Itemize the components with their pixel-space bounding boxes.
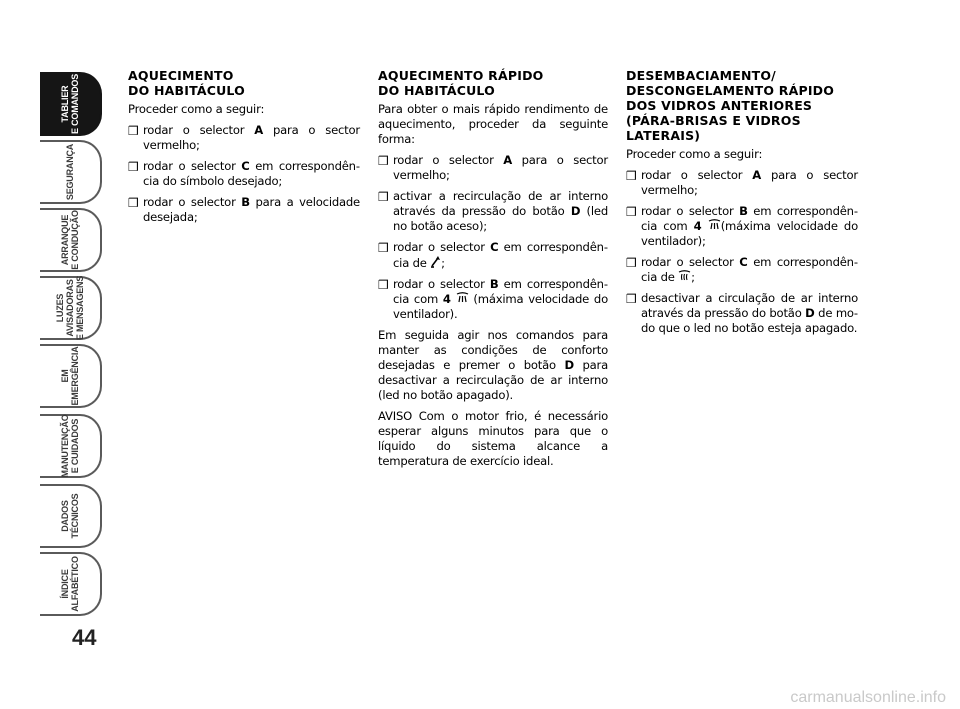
tab-label: SEGURANÇA bbox=[65, 143, 75, 201]
text-run: desactivar a circulação de ar interno através da pressão do botão bbox=[641, 291, 858, 320]
control-label: A bbox=[503, 153, 513, 167]
text-run: (máxima velocidade do ventilador); bbox=[641, 219, 858, 248]
text-run: rodar o selector bbox=[641, 168, 753, 182]
tab-label: TABLIER E COMANDOS bbox=[60, 73, 80, 135]
control-label: 4 bbox=[693, 219, 702, 233]
control-label: B bbox=[241, 195, 250, 209]
text-run: para desactivar a recirculação de ar interno (led no botão apagado). bbox=[378, 358, 608, 402]
list-item bbox=[378, 153, 608, 183]
column-fast-heating bbox=[378, 68, 608, 475]
feet-defrost-icon bbox=[430, 256, 441, 270]
tab-label: ARRANQUE E CONDUÇÃO bbox=[60, 210, 80, 270]
tab-indice-alfabetico[interactable] bbox=[40, 552, 102, 616]
text-run: rodar o selector bbox=[143, 123, 255, 137]
tab-manutencao-e-cuidados[interactable] bbox=[40, 414, 102, 478]
list-item bbox=[626, 291, 858, 336]
control-label: D bbox=[564, 358, 574, 372]
checkbox-bullet-icon: ❒ bbox=[128, 160, 139, 174]
tab-label: DADOS TÉCNICOS bbox=[60, 493, 80, 539]
fan-speed-icon bbox=[708, 219, 721, 233]
text-run: (led no botão aceso); bbox=[393, 204, 608, 233]
text-run: Em seguida agir nos comandos para manter as condições de conforto desejadas e premer o botão bbox=[378, 328, 608, 372]
text-run: rodar o selector bbox=[143, 159, 242, 173]
column-heating bbox=[128, 68, 360, 231]
section-heading: AQUECIMENTO DO HABITÁCULO bbox=[128, 68, 245, 98]
checkbox-bullet-icon: ❒ bbox=[128, 196, 139, 210]
list-item bbox=[128, 123, 360, 153]
text-run: para o sector vermelho; bbox=[393, 153, 608, 182]
checkbox-bullet-icon: ❒ bbox=[626, 292, 637, 306]
control-label: C bbox=[739, 255, 748, 269]
tab-em-emergencia[interactable] bbox=[40, 344, 102, 408]
control-label: A bbox=[752, 168, 762, 182]
text-run: rodar o selector bbox=[393, 153, 504, 167]
checkbox-bullet-icon: ❒ bbox=[128, 124, 139, 138]
list-item bbox=[378, 240, 608, 271]
control-label: C bbox=[490, 240, 499, 254]
intro-text: Proceder como a seguir: bbox=[626, 147, 763, 161]
tab-label: ÍNDICE ALFABÉTICO bbox=[60, 556, 80, 612]
text-run: em correspondência com bbox=[393, 277, 608, 306]
text-run: AVISO Com o motor frio, é necessário esperar alguns minutos para que o líquido do sistema alcance a temperatura de exercício ideal. bbox=[378, 409, 608, 468]
list-item bbox=[626, 255, 858, 285]
windscreen-defrost-icon bbox=[678, 270, 691, 284]
tab-tablier-e-comandos[interactable] bbox=[40, 72, 102, 136]
tab-luzes-avisadoras[interactable] bbox=[40, 276, 102, 340]
checkbox-bullet-icon: ❒ bbox=[378, 241, 389, 255]
intro-text: Para obter o mais rápido rendimento de aquecimento, proceder da seguinte forma: bbox=[378, 102, 608, 146]
list-item bbox=[128, 159, 360, 189]
text-run: activar a recirculação de ar interno através da pressão do botão bbox=[393, 189, 608, 218]
control-label: B bbox=[489, 277, 499, 291]
tab-label: MANUTENÇÃO E CUIDADOS bbox=[60, 414, 80, 478]
list-item bbox=[626, 204, 858, 249]
text-run: para a velocidade desejada; bbox=[143, 195, 360, 224]
list-item bbox=[626, 168, 858, 198]
text-run: para o sector vermelho; bbox=[641, 168, 858, 197]
fan-speed-icon bbox=[456, 292, 469, 306]
control-label: 4 bbox=[442, 292, 451, 306]
control-label: B bbox=[739, 204, 748, 218]
checkbox-bullet-icon: ❒ bbox=[626, 169, 637, 183]
intro-text: Proceder como a seguir: bbox=[128, 102, 265, 116]
list-item bbox=[128, 195, 360, 225]
tab-arranque-e-conducao[interactable] bbox=[40, 208, 102, 272]
checkbox-bullet-icon: ❒ bbox=[378, 278, 389, 292]
follow-up-paragraphs bbox=[378, 328, 608, 469]
text-run: rodar o selector bbox=[641, 204, 740, 218]
section-heading: AQUECIMENTO RÁPIDO DO HABITÁCULO bbox=[378, 68, 544, 98]
text-run: de modo que o led no botão esteja apagado. bbox=[641, 306, 858, 335]
section-heading: DESEMBACIAMENTO/ DESCONGELAMENTO RÁPIDO DOS VIDROS ANTERIORES (PÁRA-BRISAS E VIDROS LATERAIS) bbox=[626, 68, 835, 143]
list-item bbox=[378, 189, 608, 234]
instruction-list bbox=[128, 123, 360, 225]
text-run: rodar o selector bbox=[393, 277, 490, 291]
text-run: ; bbox=[691, 270, 695, 284]
column-defrost bbox=[626, 68, 858, 342]
instruction-list bbox=[626, 168, 858, 336]
checkbox-bullet-icon: ❒ bbox=[626, 205, 637, 219]
text-run: para o sector vermelho; bbox=[143, 123, 360, 152]
text-run: rodar o selector bbox=[641, 255, 740, 269]
tab-dados-tecnicos[interactable] bbox=[40, 484, 102, 548]
paragraph bbox=[378, 328, 608, 403]
tab-label: EM EMERGÊNCIA bbox=[60, 346, 80, 406]
instruction-list bbox=[378, 153, 608, 322]
control-label: A bbox=[254, 123, 264, 137]
tab-seguranca[interactable] bbox=[40, 140, 102, 204]
page-number: 44 bbox=[72, 625, 97, 650]
text-run: rodar o selector bbox=[143, 195, 242, 209]
text-run: ; bbox=[441, 256, 445, 270]
paragraph bbox=[378, 409, 608, 469]
control-label: D bbox=[805, 306, 815, 320]
control-label: D bbox=[570, 204, 581, 218]
tab-label: LUZES AVISADORAS E MENSAGENS bbox=[55, 275, 85, 341]
text-run: em correspondência de bbox=[641, 255, 858, 284]
checkbox-bullet-icon: ❒ bbox=[626, 256, 637, 270]
text-run: em correspondência com bbox=[641, 204, 858, 233]
checkbox-bullet-icon: ❒ bbox=[378, 190, 389, 204]
checkbox-bullet-icon: ❒ bbox=[378, 154, 389, 168]
text-run: em correspondência de bbox=[393, 240, 608, 270]
watermark: carmanualsonline.info bbox=[790, 689, 946, 706]
text-run: (máxima velocidade do ventilador). bbox=[393, 292, 608, 321]
text-run: rodar o selector bbox=[393, 240, 491, 254]
text-run: em correspondência do símbolo desejado; bbox=[143, 159, 360, 188]
list-item bbox=[378, 277, 608, 322]
control-label: C bbox=[241, 159, 250, 173]
